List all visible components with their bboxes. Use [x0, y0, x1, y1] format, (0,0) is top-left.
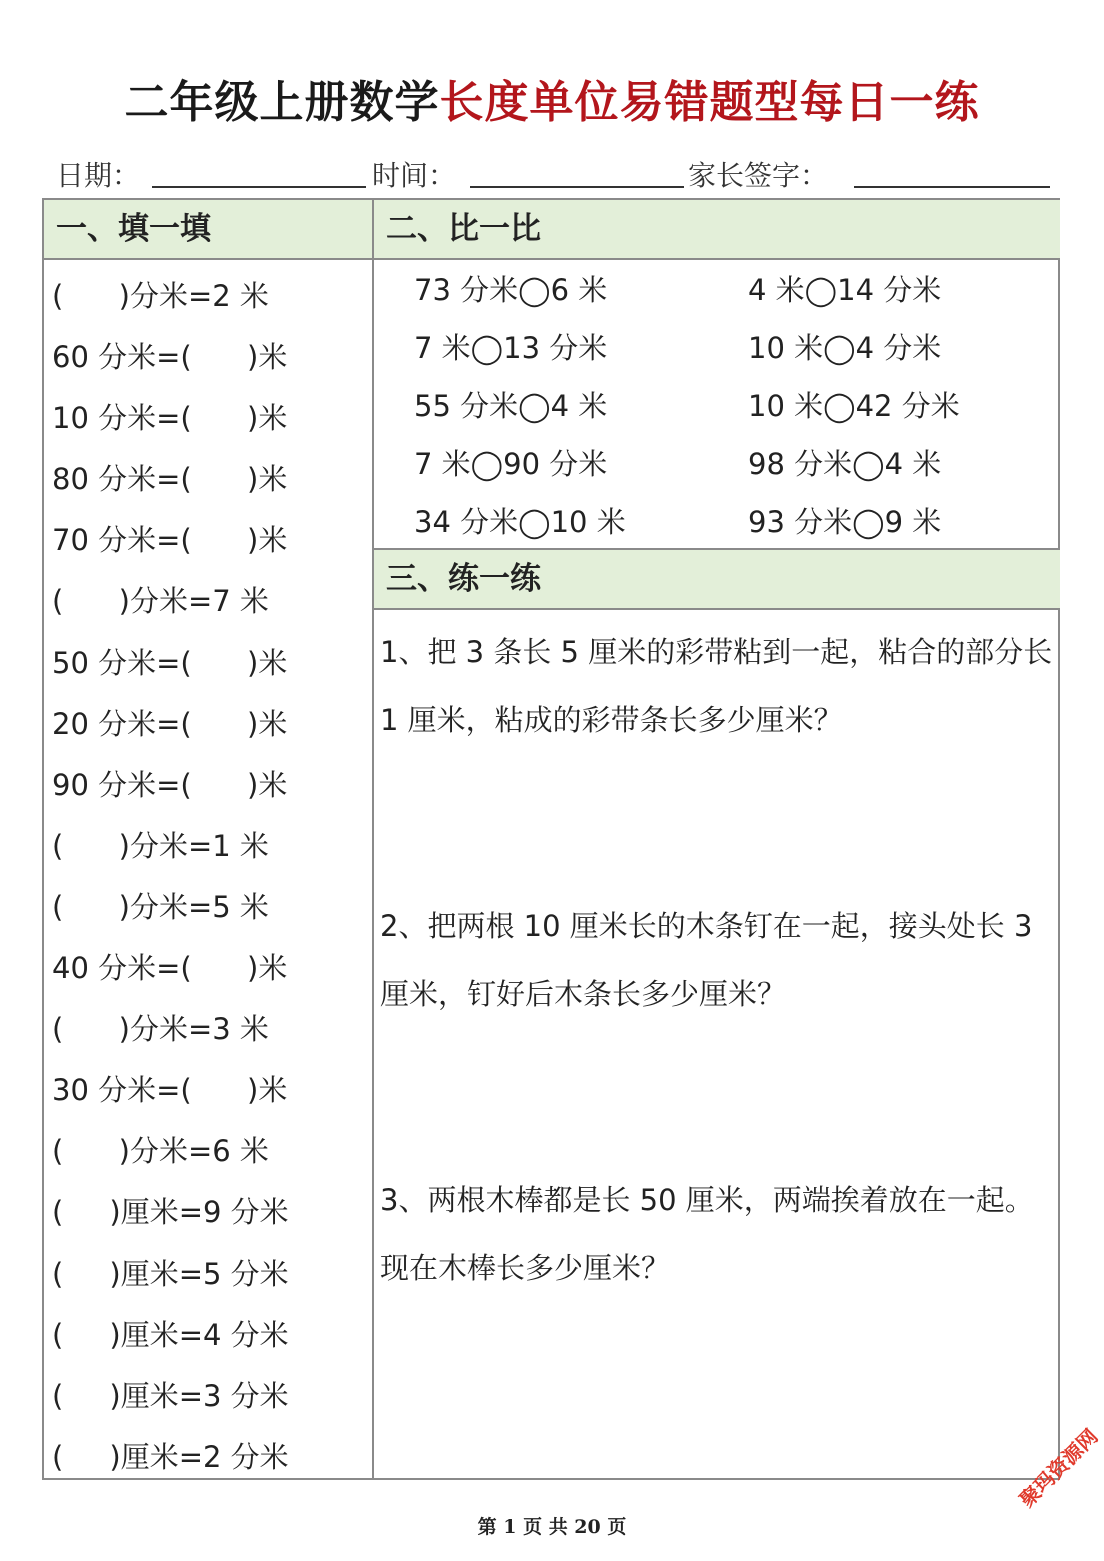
fill-item[interactable]: ( )分米=7 米: [52, 584, 269, 619]
fill-item[interactable]: ( )厘米=9 分米: [52, 1195, 289, 1230]
fill-item[interactable]: 60 分米=( )米: [52, 340, 288, 375]
compare-item[interactable]: 10 米◯42 分米: [748, 389, 960, 423]
word-problem-2: 2、把两根 10 厘米长的木条钉在一起，接头处长 3 厘米，钉好后木条长多少厘米？: [380, 909, 1033, 1011]
parent-sign-field[interactable]: [854, 186, 1050, 188]
compare-item[interactable]: 34 分米◯10 米: [414, 505, 626, 539]
page-title: [0, 66, 1104, 130]
section-compare-header: 二、比一比: [374, 200, 1060, 260]
fill-item[interactable]: ( )分米=1 米: [52, 828, 269, 863]
parent-sign-label: 家长签字：: [688, 159, 829, 192]
compare-item[interactable]: 73 分米◯6 米: [414, 273, 608, 307]
time-field[interactable]: [470, 186, 684, 188]
fill-item[interactable]: ( )分米=6 米: [52, 1134, 269, 1169]
compare-item[interactable]: 98 分米◯4 米: [748, 447, 942, 481]
page-number: 第 1 页 共 20 页: [477, 1516, 627, 1538]
fill-item[interactable]: ( )厘米=3 分米: [52, 1378, 289, 1413]
date-field[interactable]: [152, 186, 366, 188]
compare-item[interactable]: 7 米◯13 分米: [414, 331, 608, 365]
date-label: 日期：: [56, 159, 141, 192]
fill-item[interactable]: 50 分米=( )米: [52, 645, 288, 680]
section-practice-header: 三、练一练: [374, 548, 1060, 610]
column-divider: [372, 200, 374, 1478]
fill-item[interactable]: ( )分米=3 米: [52, 1012, 269, 1047]
fill-item[interactable]: 20 分米=( )米: [52, 706, 288, 741]
fill-item[interactable]: 70 分米=( )米: [52, 523, 288, 558]
time-label: 时间：: [372, 159, 457, 192]
fill-list: [52, 266, 362, 1488]
fill-item[interactable]: 40 分米=( )米: [52, 951, 288, 986]
compare-item[interactable]: 93 分米◯9 米: [748, 505, 942, 539]
fill-item[interactable]: 10 分米=( )米: [52, 401, 288, 436]
fill-item[interactable]: ( )厘米=5 分米: [52, 1256, 289, 1291]
header-info: [56, 148, 1052, 192]
compare-item[interactable]: 7 米◯90 分米: [414, 447, 608, 481]
fill-item[interactable]: ( )厘米=4 分米: [52, 1317, 289, 1352]
compare-item[interactable]: 4 米◯14 分米: [748, 273, 942, 307]
fill-item[interactable]: 90 分米=( )米: [52, 767, 288, 802]
fill-item[interactable]: ( )分米=5 米: [52, 889, 269, 924]
fill-item[interactable]: ( )分米=2 米: [52, 279, 269, 313]
compare-item[interactable]: 55 分米◯4 米: [414, 389, 608, 423]
watermark: 聚玛资源网: [1014, 1424, 1103, 1512]
word-problem-3: 3、两根木棒都是长 50 厘米，两端挨着放在一起。现在木棒长多少厘米？: [380, 1183, 1034, 1285]
fill-item[interactable]: 30 分米=( )米: [52, 1073, 288, 1108]
fill-item[interactable]: ( )厘米=2 分米: [52, 1439, 289, 1474]
word-problem-1: 1、把 3 条长 5 厘米的彩带粘到一起，粘合的部分长 1 厘米，粘成的彩带条长多少厘米？: [380, 635, 1053, 737]
compare-item[interactable]: 10 米◯4 分米: [748, 331, 942, 365]
title-topic: 长度单位易错题型每日一练: [439, 77, 980, 128]
section-fill-header: 一、填一填: [44, 200, 372, 260]
title-grade: 二年级上册数学: [124, 77, 440, 128]
fill-item[interactable]: 80 分米=( )米: [52, 462, 288, 497]
